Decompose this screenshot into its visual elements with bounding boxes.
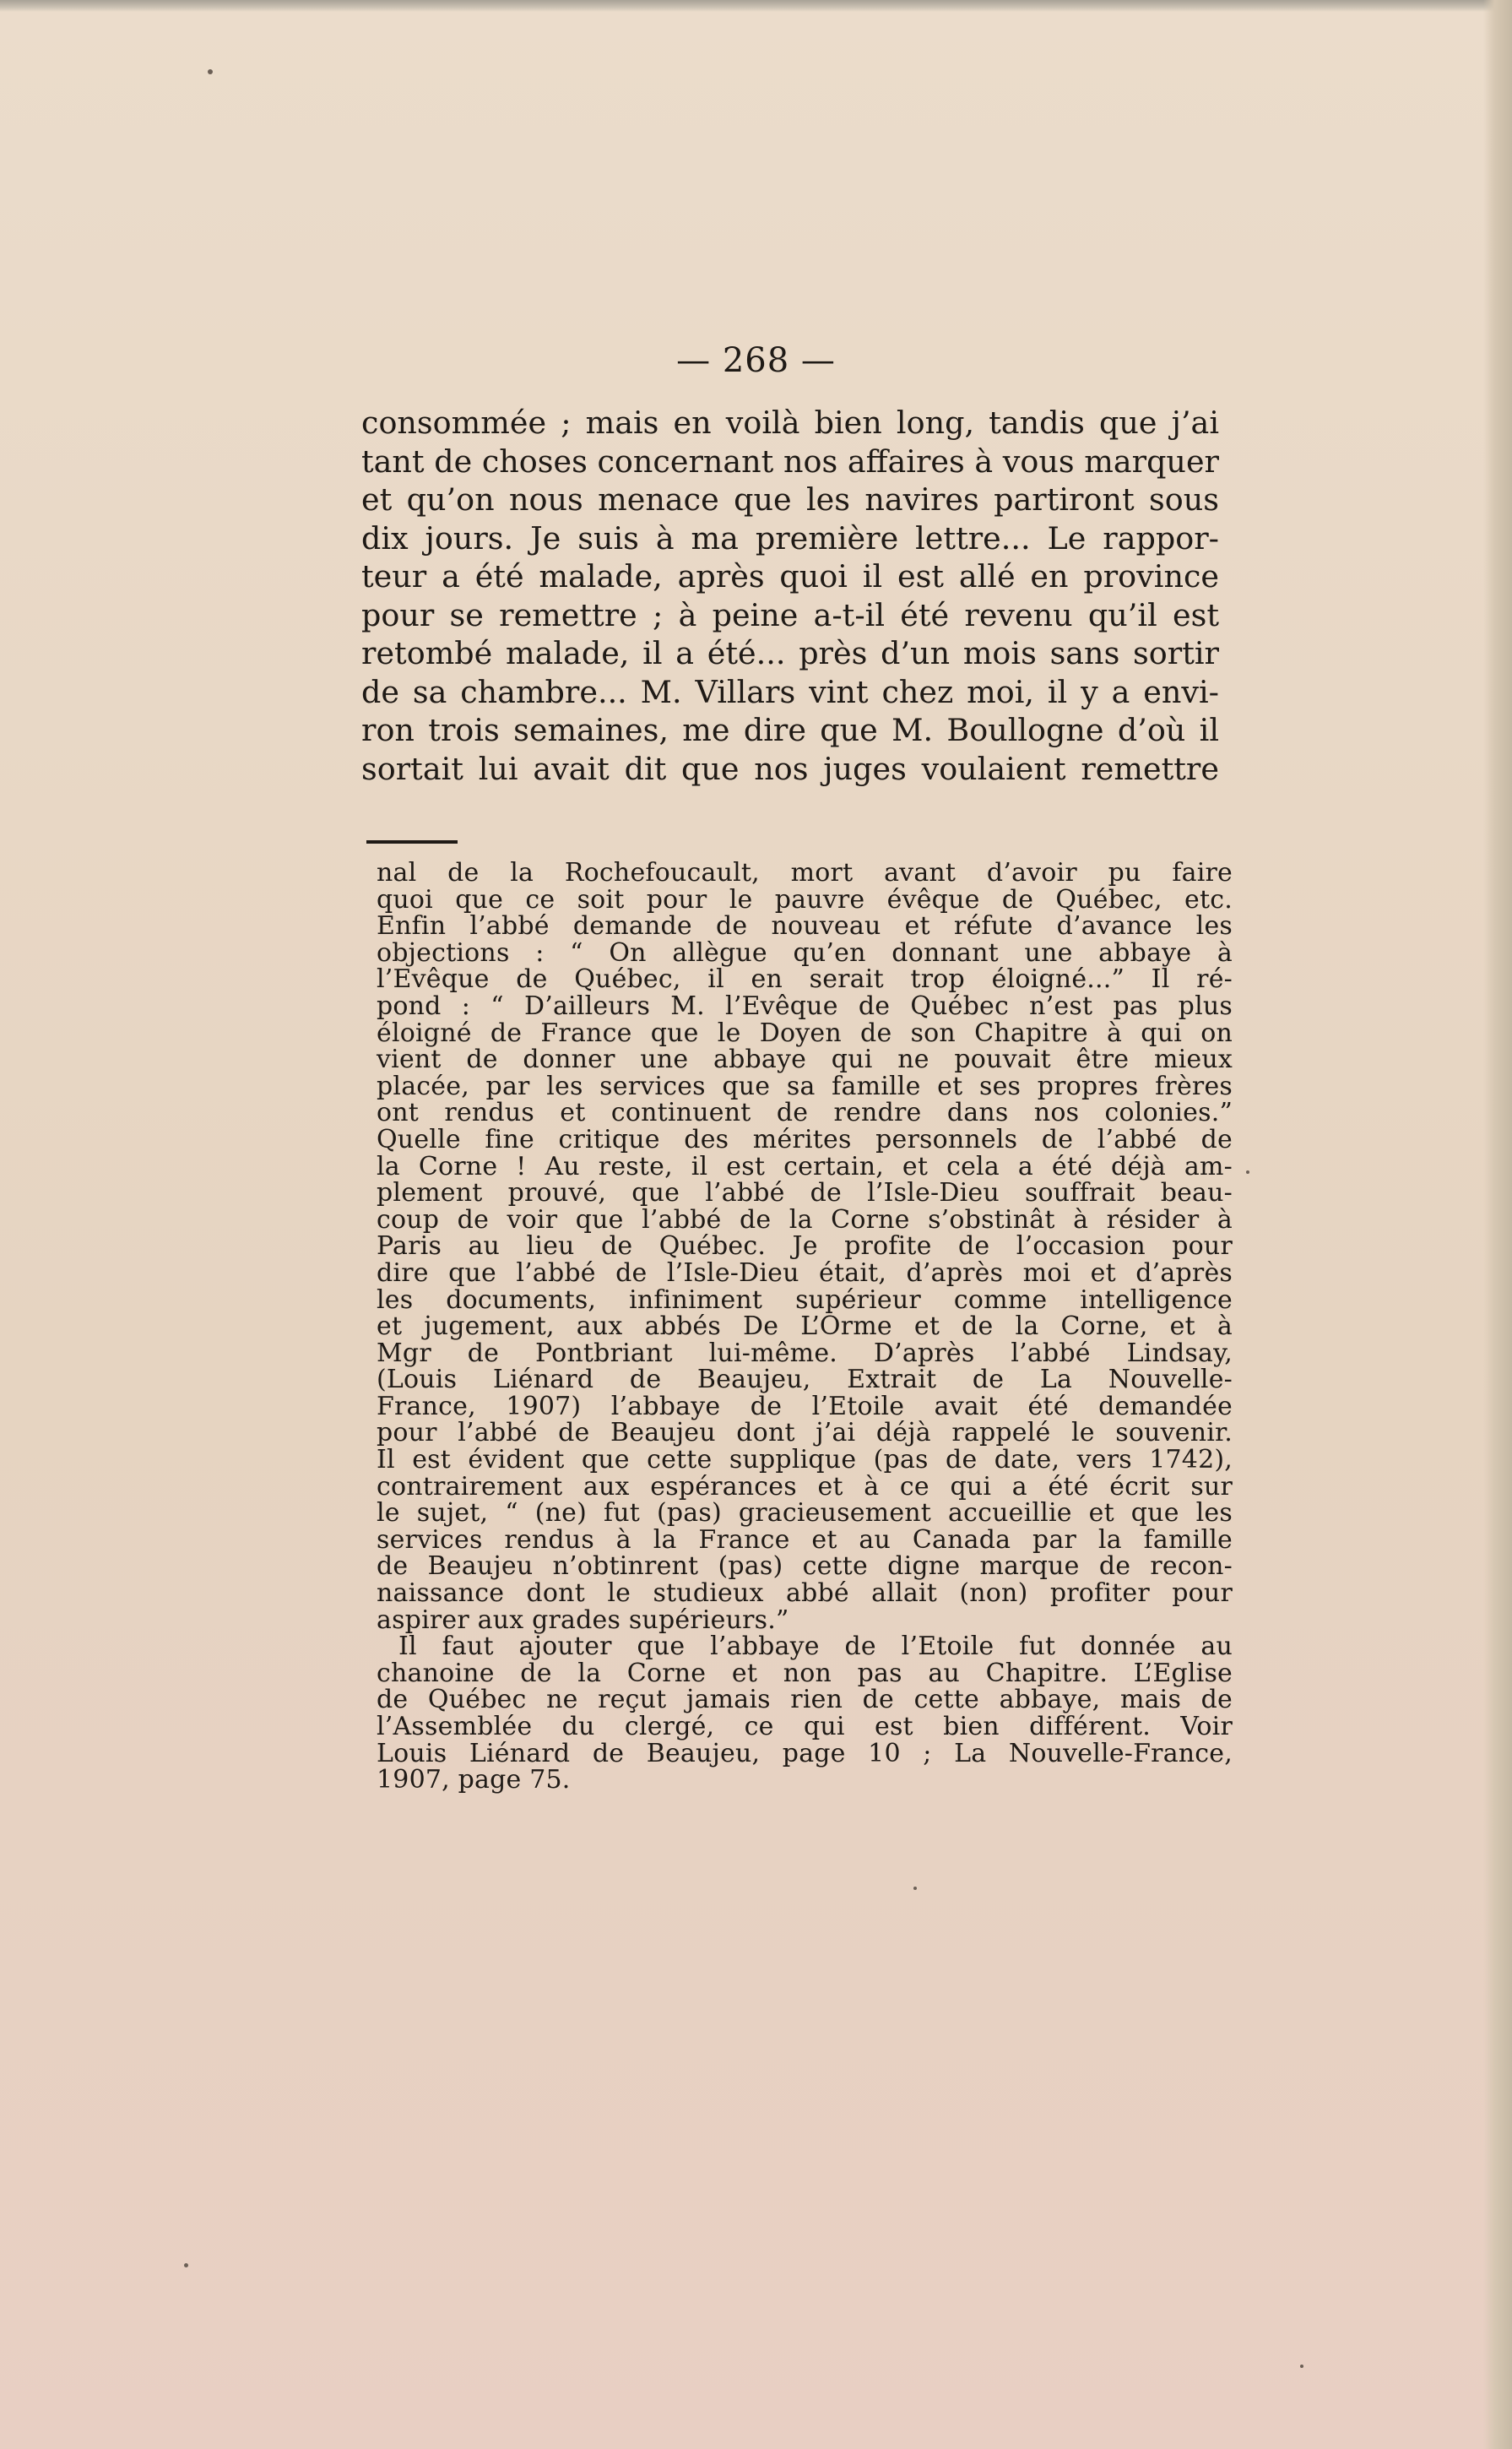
footnote-line: les documents, infiniment supérieur comme intelligence	[377, 1284, 1233, 1315]
footnote-line: de Beaujeu n’obtinrent (pas) cette digne marque de recon-	[377, 1551, 1233, 1582]
main-text	[361, 404, 1219, 788]
page-number: — 268 —	[676, 341, 836, 380]
footnote-line: éloigné de France que le Doyen de son Chapitre à qui on	[377, 1018, 1233, 1048]
footnote-line: Il faut ajouter que l’abbaye de l’Etoile fut donnée au	[398, 1632, 1233, 1662]
page-top-edge	[0, 0, 1512, 12]
body-line: et qu’on nous menace que les navires partiront sous	[361, 481, 1219, 518]
footnote-line: Enfin l’abbé demande de nouveau et réfute d’avance les	[377, 911, 1233, 942]
footnote-line: plement prouvé, que l’abbé de l’Isle-Dieu souffrait beau-	[377, 1178, 1233, 1208]
footnote-line: (Louis Liénard de Beaujeu, Extrait de La Nouvelle-	[377, 1365, 1233, 1395]
footnote-line: objections : “ On allègue qu’en donnant une abbaye à	[377, 937, 1233, 968]
body-line: retombé malade, il a été... près d’un mois sans sortir	[361, 635, 1219, 671]
footnote-line: chanoine de la Corne et non pas au Chapitre. L’Eglise	[377, 1658, 1233, 1688]
body-line: de sa chambre... M. Villars vint chez moi, il y a envi-	[361, 673, 1219, 710]
footnote-line: contrairement aux espérances et à ce qui a été écrit sur	[377, 1471, 1233, 1501]
footnote-line: dire que l’abbé de l’Isle-Dieu était, d’après moi et d’après	[377, 1257, 1233, 1288]
paper-speck	[208, 69, 213, 74]
paper-speck	[184, 2263, 188, 2267]
footnote-line: Louis Liénard de Beaujeu, page 10 ; La Nouvelle-France,	[377, 1738, 1233, 1768]
footnote-text	[377, 860, 1233, 1794]
footnote-line: pond : “ D’ailleurs M. l’Evêque de Québec n’est pas plus	[377, 991, 1233, 1021]
footnote-line: pour l’abbé de Beaujeu dont j’ai déjà rappelé le souvenir.	[377, 1418, 1233, 1448]
footnote-line: France, 1907) l’abbaye de l’Etoile avait été demandée	[377, 1391, 1233, 1421]
footnote-line: quoi que ce soit pour le pauvre évêque de Québec, etc.	[377, 884, 1233, 915]
footnote-line: l’Evêque de Québec, il en serait trop éloigné...” Il ré-	[377, 964, 1233, 995]
footnote-line: 1907, page 75.	[377, 1765, 571, 1795]
body-line: sortait lui avait dit que nos juges voulaient remettre	[361, 750, 1219, 787]
footnote-line: vient de donner une abbaye qui ne pouvait être mieux	[377, 1045, 1233, 1075]
footnote-line: naissance dont le studieux abbé allait (non) profiter pour	[377, 1578, 1233, 1609]
footnote-line: nal de la Rochefoucault, mort avant d’avoir pu faire	[377, 858, 1233, 888]
paper-speck	[913, 1887, 917, 1890]
body-line: tant de choses concernant nos affaires à vous marquer	[361, 443, 1219, 480]
footnote-line: la Corne ! Au reste, il est certain, et cela a été déjà am-	[377, 1151, 1233, 1181]
footnote-line: de Québec ne reçut jamais rien de cette abbaye, mais de	[377, 1685, 1233, 1715]
footnote-line: placée, par les services que sa famille et ses propres frères	[377, 1071, 1233, 1101]
footnote-line: services rendus à la France et au Canada par la famille	[377, 1524, 1233, 1555]
footnote-line: et jugement, aux abbés De L’Orme et de la Corne, et à	[377, 1311, 1233, 1342]
body-line: teur a été malade, après quoi il est allé en province	[361, 558, 1219, 595]
body-line: consommée ; mais en voilà bien long, tandis que j’ai	[361, 405, 1219, 441]
footnote-line: Quelle fine critique des mérites personnels de l’abbé de	[377, 1124, 1233, 1154]
footnote-line: l’Assemblée du clergé, ce qui est bien différent. Voir	[377, 1712, 1233, 1741]
footnote-line: Il est évident que cette supplique (pas de date, vers 1742),	[377, 1445, 1233, 1475]
paper-speck	[1246, 1170, 1249, 1174]
body-line: ron trois semaines, me dire que M. Boullogne d’où il	[361, 712, 1219, 748]
footnote-line: Paris au lieu de Québec. Je profite de l’occasion pour	[377, 1231, 1233, 1262]
footnote-line: Mgr de Pontbriant lui-même. D’après l’abbé Lindsay,	[377, 1338, 1233, 1368]
paper-speck	[1300, 2365, 1303, 2368]
body-line: pour se remettre ; à peine a-t-il été revenu qu’il est	[361, 596, 1219, 633]
footnote-separator	[366, 840, 458, 844]
footnote-line: coup de voir que l’abbé de la Corne s’obstinât à résider à	[377, 1204, 1233, 1235]
footnote-line: ont rendus et continuent de rendre dans nos colonies.”	[377, 1098, 1233, 1128]
body-line: dix jours. Je suis à ma première lettre... Le rappor-	[361, 519, 1219, 557]
footnote-line: aspirer aux grades supérieurs.”	[377, 1605, 789, 1635]
footnote-line: le sujet, “ (ne) fut (pas) gracieusement accueillie et que les	[377, 1498, 1233, 1529]
